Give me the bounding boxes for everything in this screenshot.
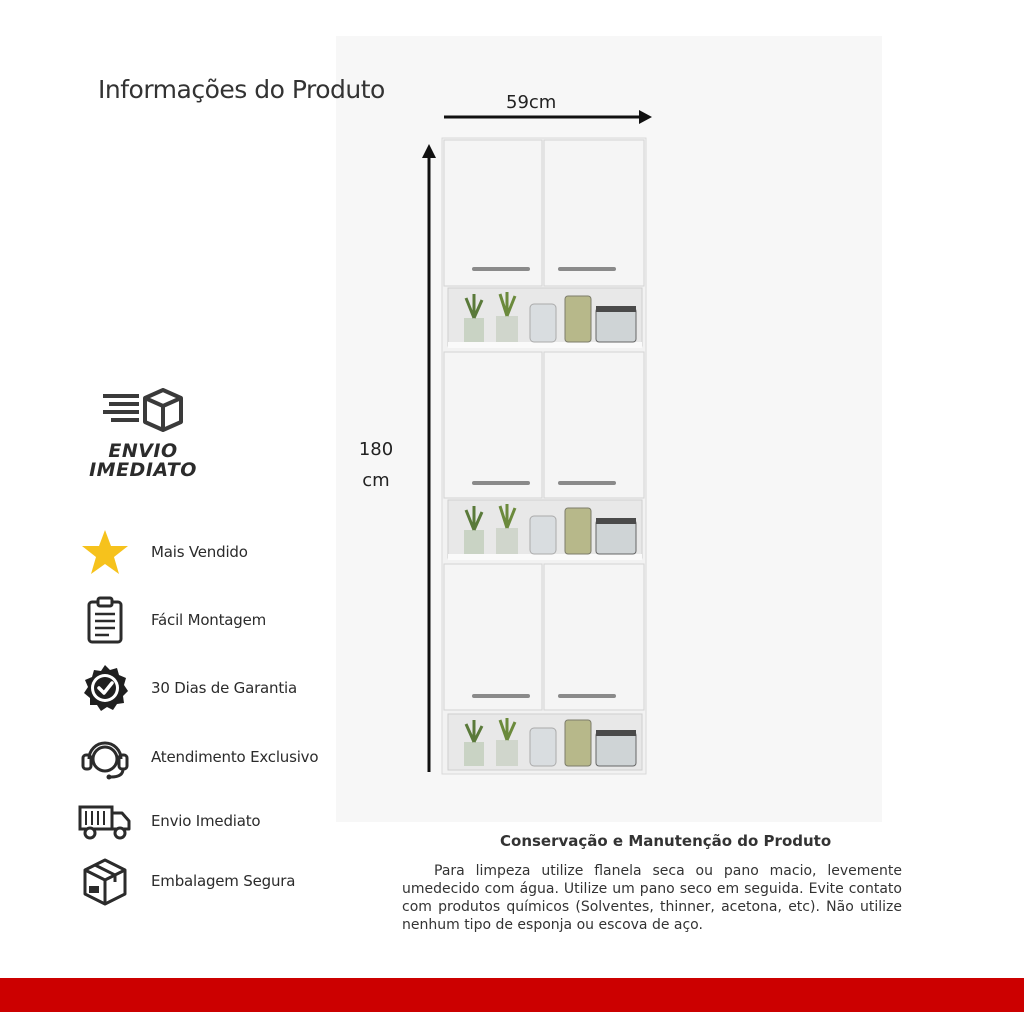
feature-label: Embalagem Segura (151, 872, 296, 890)
feature-safe-packaging (78, 856, 295, 906)
star-icon (78, 527, 132, 577)
height-unit: cm (362, 470, 390, 491)
cabinet-module-top (444, 140, 644, 348)
feature-label: Atendimento Exclusivo (151, 748, 319, 766)
page-title: Informações do Produto (98, 74, 385, 104)
width-arrow-head (639, 110, 652, 124)
height-value: 180 (358, 439, 394, 460)
feature-easy-assembly (78, 595, 266, 645)
cabinet-module-bottom (444, 564, 644, 770)
shipping-badge (78, 388, 208, 480)
bottom-accent-bar (0, 978, 1024, 1024)
badge-check-icon (78, 663, 132, 713)
truck-icon (78, 796, 132, 846)
care-section-body: Para limpeza utilize flanela seca ou pano macio, levemente umedecido com água. Utilize um pano seco em seguida. Evite contato com produtos químicos (Solventes, thinner, acetona, etc). Não utilize nenhum tipo de esponja ou escova de aço. (402, 863, 902, 933)
feature-label: Envio Imediato (151, 812, 261, 830)
width-dimension-label: 59cm (506, 92, 557, 113)
cabinet-illustration (440, 136, 650, 778)
feature-immediate-shipping (78, 796, 260, 846)
cabinet-module-middle (444, 352, 644, 560)
clipboard-icon (78, 595, 132, 645)
feature-label: 30 Dias de Garantia (151, 679, 297, 697)
height-dimension-label (356, 434, 396, 496)
headset-icon (78, 732, 132, 782)
feature-support (78, 732, 318, 782)
feature-best-seller (78, 527, 248, 577)
fast-delivery-box-icon (101, 388, 185, 438)
package-icon (78, 856, 132, 906)
shipping-badge-line2: IMEDIATO (89, 459, 197, 481)
care-section-title: Conservação e Manutenção do Produto (500, 832, 832, 850)
feature-label: Mais Vendido (151, 543, 248, 561)
height-arrow-head (422, 144, 436, 158)
feature-warranty (78, 663, 297, 713)
shipping-badge-line1: ENVIO (108, 440, 178, 462)
feature-label: Fácil Montagem (151, 611, 267, 629)
